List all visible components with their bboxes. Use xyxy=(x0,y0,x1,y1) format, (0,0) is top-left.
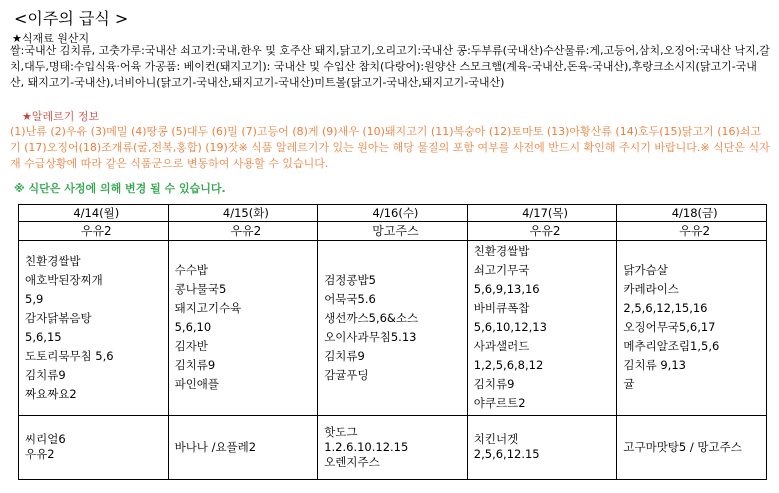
menu-item: 짜요짜요2 xyxy=(25,386,77,401)
menu-item: 치킨너겟 xyxy=(473,432,519,447)
weekly-menu-table xyxy=(18,204,767,480)
allergy-info: (1)난류 (2)우유 (3)메밀 (4)땅콩 (5)대두 (6)밀 (7)고등어 (8)게 (9)새우 (10)돼지고기 (11)복숭아 (12)토마토 (13)아황산류 (14)호두(15)닭고기 (16)쇠고기 (17)오징어(18)조개류(굴,전복,홍합) (19)잣※ 식품 알레르기가 있는 원아는 해당 물질의 포함 여부를 사전에 반드시 확인해 주시기 바랍니다.※ 식단은 식자재 수급상황에 따라 같은 식품군으로 변동하여 사용할 수 있습니다. xyxy=(10,125,770,170)
menu-item: 오렌지주스 xyxy=(324,454,380,469)
menu-change-notice: ※ 식단은 사정에 의해 변경 될 수 있습니다. xyxy=(14,182,226,195)
menu-item: 돼지고기수육 xyxy=(174,301,242,316)
menu-item: 핫도그 xyxy=(324,424,358,439)
snack-cell xyxy=(168,415,318,479)
menu-item: 도토리묵무침 5,6 xyxy=(25,348,114,363)
menu-item: 바비큐폭찹 xyxy=(473,301,530,316)
menu-item: 수수밥 xyxy=(174,263,208,278)
menu-item: 바나나 /요플레2 xyxy=(174,439,257,454)
day-date: 4/15(화) xyxy=(168,205,318,222)
morning-drink: 망고주스 xyxy=(318,222,468,240)
snack-cell xyxy=(467,415,617,479)
origin-info: 쌀:국내산 김치류, 고춧가루:국내산 쇠고기:국내,한우 및 호주산 돼지,닭고기,오리고기:국내산 콩:두부류(국내산)수산물류:게,고등어,삼치,오징어:국내산 낙지,갈치,대두,명태:수입식육·어육 가공품: 베이컨(돼지고기): 국내산 및 수입산 참치(다랑어):원양산 스모크햄(계육-국내산,돈육-국내산),후랑크소시지(닭고기-국내산, 돼지고기-국내산),너비아니(닭고기-국내산,돼지고기-국내산)미트볼(닭고기-국내산,돼지고기-국내산) xyxy=(10,44,770,89)
snack-cell xyxy=(617,415,767,479)
menu-item: 메추리알조림1,5,6 xyxy=(623,339,720,354)
menu-item: 생선까스5,6&소스 xyxy=(324,310,419,325)
menu-item: 오징어무국5,6,17 xyxy=(623,320,716,335)
snack-row xyxy=(19,415,767,479)
menu-item: 5,6,10 xyxy=(174,320,212,335)
menu-item: 오이사과무침5.13 xyxy=(324,329,417,344)
morning-drink-row xyxy=(19,222,767,240)
menu-item: 1.2.6.10.12.15 xyxy=(324,439,409,454)
snack-cell xyxy=(19,415,169,479)
lunch-cell xyxy=(19,240,169,415)
menu-item: 김치류9 xyxy=(25,367,66,382)
menu-item: 김치류9 xyxy=(324,348,365,363)
menu-item: 쇠고기무국 xyxy=(473,263,530,278)
menu-item: 5,6,15 xyxy=(25,329,62,344)
menu-item: 애호박된장찌개 xyxy=(25,272,103,287)
menu-item: 김치류9 xyxy=(174,358,216,373)
allergy-heading: ★알레르기 정보 xyxy=(22,110,100,123)
menu-item: 귤 xyxy=(623,377,635,392)
menu-item: 친환경쌀밥 xyxy=(473,244,530,259)
menu-item: 씨리얼6 xyxy=(25,432,66,447)
lunch-cell xyxy=(467,240,617,415)
snack-cell xyxy=(318,415,468,479)
menu-item: 친환경쌀밥 xyxy=(25,253,81,268)
menu-item: 우유2 xyxy=(25,447,55,462)
day-date: 4/18(금) xyxy=(617,205,767,222)
lunch-cell xyxy=(318,240,468,415)
menu-item: 2,5,6,12,15,16 xyxy=(623,301,708,316)
origin-heading: ★식재료 원산지 xyxy=(12,32,90,45)
menu-item: 2,5,6,12.15 xyxy=(473,447,540,462)
menu-item: 5,6,10,12,13 xyxy=(473,320,547,335)
menu-item: 5,9 xyxy=(25,291,44,306)
menu-item: 콩나물국5 xyxy=(174,282,227,297)
menu-item: 사과샐러드 xyxy=(473,339,530,354)
day-date: 4/14(월) xyxy=(19,205,169,222)
menu-item: 야쿠르트2 xyxy=(473,396,526,411)
menu-item: 김치류 9,13 xyxy=(623,358,686,373)
lunch-cell xyxy=(617,240,767,415)
menu-item: 감귤푸딩 xyxy=(324,367,369,382)
menu-item: 김치류9 xyxy=(473,377,515,392)
menu-item: 고구마맛탕5 / 망고주스 xyxy=(623,439,742,454)
date-header-row xyxy=(19,205,767,222)
lunch-cell xyxy=(168,240,318,415)
page-title: <이주의 급식 > xyxy=(14,9,129,28)
morning-drink: 우유2 xyxy=(617,222,767,240)
menu-item: 파인애플 xyxy=(174,377,220,392)
menu-item: 5,6,9,13,16 xyxy=(473,282,540,297)
menu-item: 1,2,5,6,8,12 xyxy=(473,358,544,373)
morning-drink: 우유2 xyxy=(168,222,318,240)
morning-drink: 우유2 xyxy=(19,222,169,240)
menu-item: 닭가슴살 xyxy=(623,263,668,278)
morning-drink: 우유2 xyxy=(467,222,617,240)
day-date: 4/17(목) xyxy=(467,205,617,222)
menu-item: 검정콩밥5 xyxy=(324,272,376,287)
day-date: 4/16(수) xyxy=(318,205,468,222)
menu-item: 감자닭볶음탕 xyxy=(25,310,92,325)
lunch-row xyxy=(19,240,767,415)
menu-item: 김자반 xyxy=(174,339,208,354)
menu-item: 카레라이스 xyxy=(623,282,679,297)
menu-item: 어묵국5.6 xyxy=(324,291,376,306)
